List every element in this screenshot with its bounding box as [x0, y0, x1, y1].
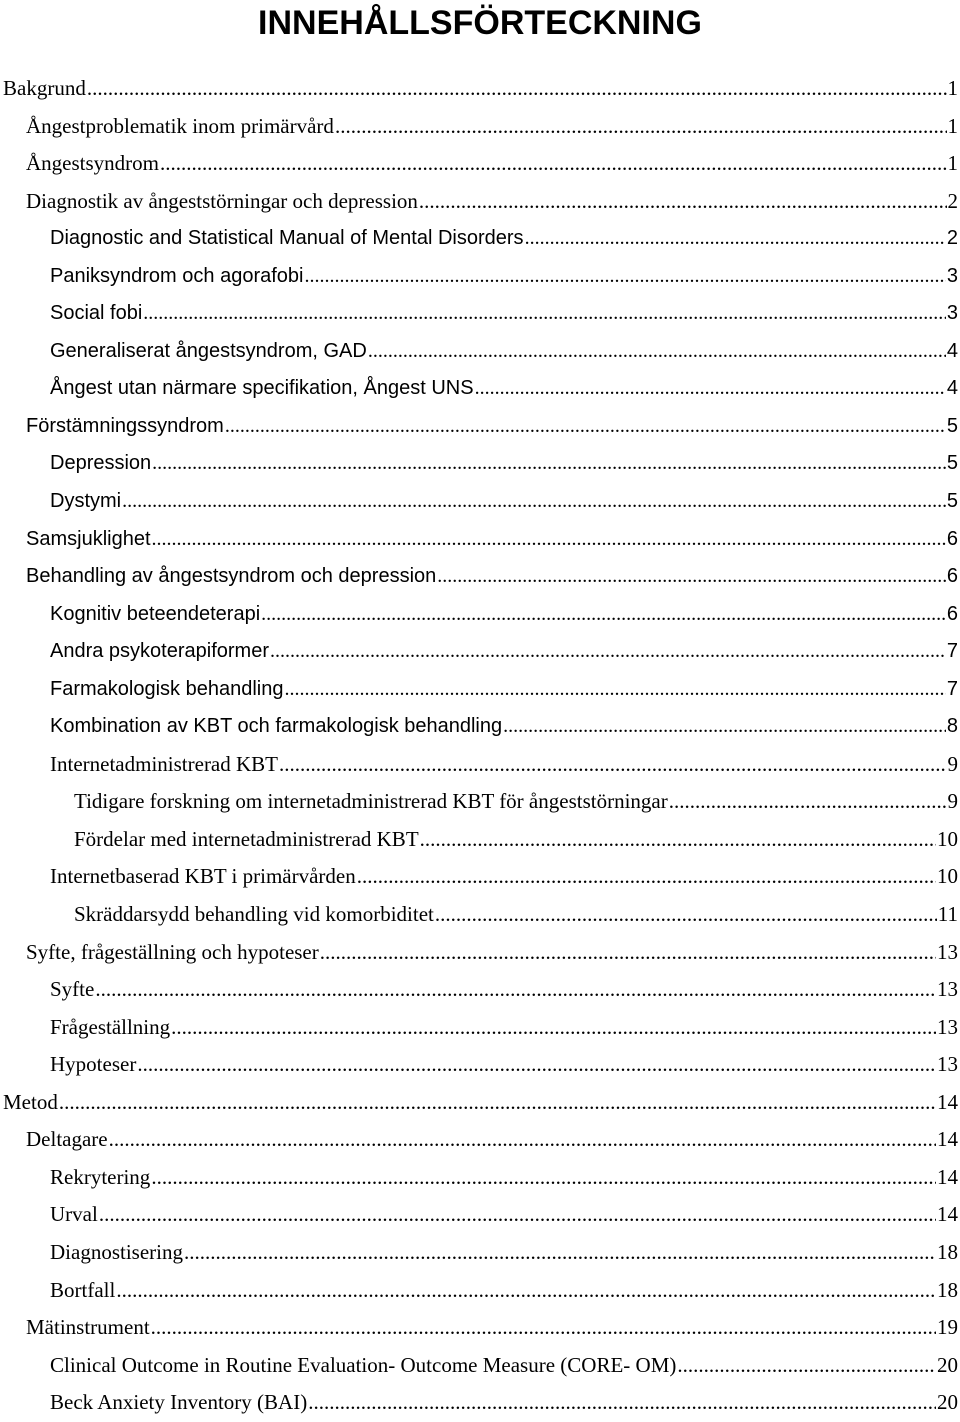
toc-entry-label: Generaliserat ångestsyndrom, GAD	[50, 339, 367, 362]
dot-leader	[160, 145, 947, 183]
dot-leader	[99, 1196, 936, 1234]
toc-entry-label: Social fobi	[50, 302, 143, 325]
toc-entry[interactable]	[0, 70, 960, 108]
toc-entry-label: Andra psykoterapiformer	[50, 640, 269, 663]
toc-entry-label: Deltagare	[26, 1127, 108, 1152]
toc-entry-label: Behandling av ångestsyndrom och depression	[26, 565, 437, 588]
toc-entry-label: Frågeställning	[50, 1014, 171, 1039]
dot-leader	[109, 1121, 936, 1159]
toc-entry-label: Farmakologisk behandling	[50, 677, 284, 700]
toc-entry-page-number: 13	[937, 1052, 958, 1077]
toc-entry[interactable]	[0, 1159, 960, 1197]
toc-entry-page-number: 4	[946, 339, 958, 362]
toc-entry[interactable]	[0, 1347, 960, 1385]
toc-entry-label: Urval	[50, 1202, 98, 1227]
toc-entry[interactable]	[0, 1009, 960, 1047]
toc-entry[interactable]	[0, 220, 960, 258]
dot-leader	[437, 558, 946, 596]
toc-entry-label: Diagnostic and Statistical Manual of Mental Disorders	[50, 227, 524, 250]
dot-leader	[304, 258, 945, 296]
dot-leader	[171, 1009, 936, 1047]
dot-leader	[435, 896, 937, 934]
toc-entry-label: Beck Anxiety Inventory (BAI)	[50, 1390, 308, 1415]
toc-entry[interactable]	[0, 896, 960, 934]
toc-entry-label: Paniksyndrom och agorafobi	[50, 264, 304, 287]
toc-entry-label: Internetadministrerad KBT	[50, 751, 279, 776]
toc-entry-page-number: 13	[937, 977, 958, 1002]
toc-entry[interactable]	[0, 1272, 960, 1310]
toc-entry-page-number: 7	[946, 677, 958, 700]
toc-entry-label: Tidigare forskning om internetadministrerad KBT för ångeststörningar	[74, 789, 668, 814]
toc-entry-page-number: 6	[946, 565, 958, 588]
dot-leader	[677, 1347, 936, 1385]
toc-entry-page-number: 10	[937, 864, 958, 889]
toc-entry[interactable]	[0, 558, 960, 596]
toc-entry-page-number: 9	[947, 789, 958, 814]
toc-entry[interactable]	[0, 596, 960, 634]
toc-entry-label: Diagnostisering	[50, 1239, 183, 1264]
toc-entry[interactable]	[0, 633, 960, 671]
toc-entry-page-number: 6	[946, 527, 958, 550]
toc-entry-page-number: 4	[946, 377, 958, 400]
toc-entry[interactable]	[0, 858, 960, 896]
toc-entry[interactable]	[0, 971, 960, 1009]
dot-leader	[475, 370, 946, 408]
toc-entry[interactable]	[0, 145, 960, 183]
toc-entry-page-number: 3	[946, 302, 958, 325]
dot-leader	[143, 295, 946, 333]
toc-entry-page-number: 9	[947, 751, 958, 776]
dot-leader	[420, 821, 936, 859]
toc-entry-page-number: 14	[937, 1202, 958, 1227]
dot-leader	[357, 858, 936, 896]
toc-entry-page-number: 10	[937, 826, 958, 851]
toc-entry-page-number: 20	[937, 1390, 958, 1415]
dot-leader	[151, 1159, 936, 1197]
toc-entry-label: Ångest utan närmare specifikation, Ångest UNS	[50, 377, 474, 400]
toc-entry-page-number: 14	[937, 1127, 958, 1152]
toc-entry-page-number: 20	[937, 1352, 958, 1377]
toc-entry[interactable]	[0, 521, 960, 559]
toc-entry-label: Fördelar med internetadministrerad KBT	[74, 826, 419, 851]
toc-entry-page-number: 2	[947, 188, 958, 213]
toc-entry-label: Internetbaserad KBT i primärvården	[50, 864, 356, 889]
toc-entry[interactable]	[0, 1234, 960, 1272]
dot-leader	[335, 108, 947, 146]
toc-entry[interactable]	[0, 1196, 960, 1234]
toc-entry[interactable]	[0, 370, 960, 408]
toc-entry[interactable]	[0, 671, 960, 709]
toc-entry-label: Kombination av KBT och farmakologisk behandling	[50, 715, 503, 738]
dot-leader	[270, 633, 946, 671]
toc-entry-label: Dystymi	[50, 490, 122, 513]
toc-entry-label: Syfte	[50, 977, 95, 1002]
dot-leader	[308, 1384, 936, 1422]
toc-entry-page-number: 19	[937, 1315, 958, 1340]
dot-leader	[95, 971, 936, 1009]
toc-entry[interactable]	[0, 408, 960, 446]
toc-entry[interactable]	[0, 1121, 960, 1159]
dot-leader	[184, 1234, 936, 1272]
dot-leader	[151, 1309, 936, 1347]
toc-entry-page-number: 18	[937, 1239, 958, 1264]
toc-entry-label: Kognitiv beteendeterapi	[50, 602, 261, 625]
toc-entry[interactable]	[0, 108, 960, 146]
toc-entry-page-number: 8	[946, 715, 958, 738]
toc-entry-label: Bakgrund	[3, 76, 86, 100]
dot-leader	[669, 783, 947, 821]
dot-leader	[419, 183, 947, 221]
toc-entry-page-number: 11	[937, 902, 958, 927]
toc-entry-page-number: 5	[946, 490, 958, 513]
toc-entry-label: Skräddarsydd behandling vid komorbiditet	[74, 902, 434, 927]
dot-leader	[116, 1272, 936, 1310]
dot-leader	[261, 596, 946, 634]
toc-entry-page-number: 7	[946, 640, 958, 663]
toc-entry-page-number: 2	[946, 227, 958, 250]
toc-entry[interactable]	[0, 821, 960, 859]
toc-entry-label: Bortfall	[50, 1277, 116, 1302]
toc-entry[interactable]	[0, 708, 960, 746]
dot-leader	[137, 1046, 936, 1084]
toc-entry-page-number: 5	[946, 414, 958, 437]
toc-entry-label: Diagnostik av ångeststörningar och depression	[26, 188, 418, 213]
dot-leader	[122, 483, 946, 521]
toc-entry-label: Mätinstrument	[26, 1315, 150, 1340]
dot-leader	[225, 408, 946, 446]
toc-entry-page-number: 3	[946, 264, 958, 287]
toc-entry-label: Clinical Outcome in Routine Evaluation- Outcome Measure (CORE- OM)	[50, 1352, 677, 1377]
toc-entry-label: Samsjuklighet	[26, 527, 151, 550]
toc-entry-page-number: 1	[947, 151, 958, 176]
toc-entry-label: Ångestsyndrom	[26, 151, 159, 176]
dot-leader	[152, 445, 946, 483]
toc-entry-label: Rekrytering	[50, 1164, 151, 1189]
toc-entry[interactable]	[0, 783, 960, 821]
toc-entry[interactable]	[0, 445, 960, 483]
toc-entry-page-number: 5	[946, 452, 958, 475]
toc-entry[interactable]	[0, 1046, 960, 1084]
dot-leader	[59, 1084, 936, 1122]
page-title: INNEHÅLLSFÖRTECKNING	[258, 4, 702, 42]
toc-entry-page-number: 1	[947, 76, 958, 100]
toc-entry-page-number: 14	[937, 1164, 958, 1189]
toc-entry-label: Hypoteser	[50, 1052, 137, 1077]
toc-entry-page-number: 18	[937, 1277, 958, 1302]
toc-entry-page-number: 6	[946, 602, 958, 625]
dot-leader	[279, 746, 946, 784]
toc-entry[interactable]	[0, 483, 960, 521]
dot-leader	[503, 708, 946, 746]
toc-entry-page-number: 13	[937, 939, 958, 964]
dot-leader	[284, 671, 945, 709]
toc-entry-label: Syfte, frågeställning och hypoteser	[26, 939, 319, 964]
toc-entry[interactable]	[0, 1309, 960, 1347]
toc-entry[interactable]	[0, 746, 960, 784]
toc-entry[interactable]	[0, 183, 960, 221]
toc-entry-page-number: 1	[947, 113, 958, 138]
toc-entry[interactable]	[0, 333, 960, 371]
toc-entry[interactable]	[0, 1384, 960, 1422]
dot-leader	[368, 333, 946, 371]
toc-entry-label: Ångestproblematik inom primärvård	[26, 113, 334, 138]
dot-leader	[525, 220, 946, 258]
toc-entry-page-number: 13	[937, 1014, 958, 1039]
toc-entry-label: Depression	[50, 452, 152, 475]
dot-leader	[152, 521, 946, 559]
toc-entry[interactable]	[0, 934, 960, 972]
table-of-contents	[0, 70, 960, 1422]
dot-leader	[320, 934, 936, 972]
toc-entry[interactable]	[0, 295, 960, 333]
toc-entry-label: Förstämningssyndrom	[26, 414, 224, 437]
toc-entry[interactable]	[0, 1084, 960, 1122]
toc-entry[interactable]	[0, 258, 960, 296]
toc-entry-page-number: 14	[937, 1089, 958, 1114]
dot-leader	[87, 70, 947, 108]
toc-entry-label: Metod	[3, 1089, 58, 1114]
